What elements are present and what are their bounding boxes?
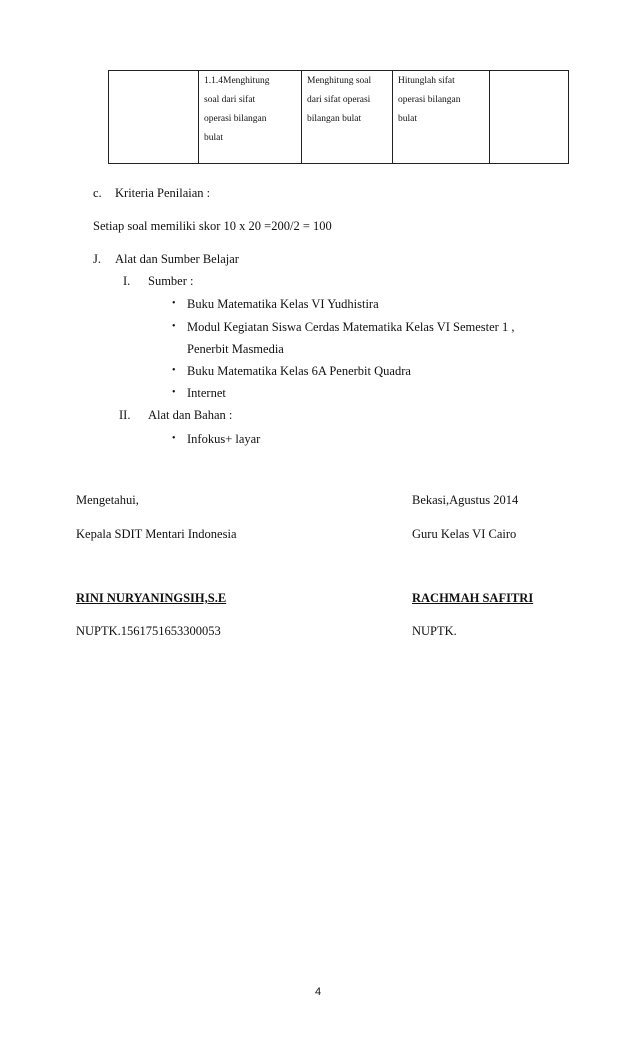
table-cell bbox=[199, 71, 302, 163]
cell-line: Menghitung soal bbox=[307, 76, 372, 86]
sign-left-name: RINI NURYANINGSIH,S.E bbox=[76, 591, 227, 605]
table-cell bbox=[393, 71, 490, 163]
list-item: Buku Matematika Kelas VI Yudhistira bbox=[187, 297, 379, 311]
cell-line: bulat bbox=[398, 114, 417, 124]
bahan-marker: II. bbox=[119, 408, 131, 422]
list-item-continuation: Penerbit Masmedia bbox=[187, 342, 284, 356]
cell-line: Hitunglah sifat bbox=[398, 76, 455, 86]
section-marker: J. bbox=[93, 252, 101, 266]
competency-table bbox=[108, 70, 569, 164]
sumber-marker: I. bbox=[123, 274, 131, 288]
sumber-label: Sumber : bbox=[148, 274, 194, 288]
bullet-icon: • bbox=[172, 387, 176, 398]
bullet-icon: • bbox=[172, 433, 176, 444]
page-number: 4 bbox=[315, 986, 322, 998]
table-cell bbox=[302, 71, 393, 163]
list-item: Infokus+ layar bbox=[187, 432, 261, 446]
bullet-icon: • bbox=[172, 298, 176, 309]
kriteria-marker: c. bbox=[93, 186, 102, 200]
sign-left-id: NUPTK.1561751653300053 bbox=[76, 624, 221, 638]
cell-line: soal dari sifat bbox=[204, 95, 256, 105]
cell-line: bulat bbox=[204, 133, 223, 143]
sign-right-id: NUPTK. bbox=[412, 624, 457, 638]
kriteria-body: Setiap soal memiliki skor 10 x 20 =200/2 = 100 bbox=[93, 219, 332, 233]
list-item: Buku Matematika Kelas 6A Penerbit Quadra bbox=[187, 364, 411, 378]
list-item: Modul Kegiatan Siswa Cerdas Matematika Kelas VI Semester 1 , bbox=[187, 320, 515, 334]
sign-right-line2: Guru Kelas VI Cairo bbox=[412, 527, 517, 541]
bahan-label: Alat dan Bahan : bbox=[148, 408, 233, 422]
sign-left-line2: Kepala SDIT Mentari Indonesia bbox=[76, 527, 237, 541]
section-heading: Alat dan Sumber Belajar bbox=[115, 252, 239, 266]
sign-right-name: RACHMAH SAFITRI bbox=[412, 591, 534, 605]
cell-line: 1.1.4Menghitung bbox=[204, 76, 270, 86]
table-cell bbox=[490, 71, 568, 163]
kriteria-heading: Kriteria Penilaian : bbox=[115, 186, 211, 200]
bullet-icon: • bbox=[172, 321, 176, 332]
cell-line: operasi bilangan bbox=[398, 95, 461, 105]
sign-right-line1: Bekasi,Agustus 2014 bbox=[412, 493, 519, 507]
cell-line: operasi bilangan bbox=[204, 114, 267, 124]
table-cell bbox=[109, 71, 199, 163]
cell-line: dari sifat operasi bbox=[307, 95, 371, 105]
cell-line: bilangan bulat bbox=[307, 114, 362, 124]
list-item: Internet bbox=[187, 386, 226, 400]
bullet-icon: • bbox=[172, 365, 176, 376]
sign-left-line1: Mengetahui, bbox=[76, 493, 139, 507]
